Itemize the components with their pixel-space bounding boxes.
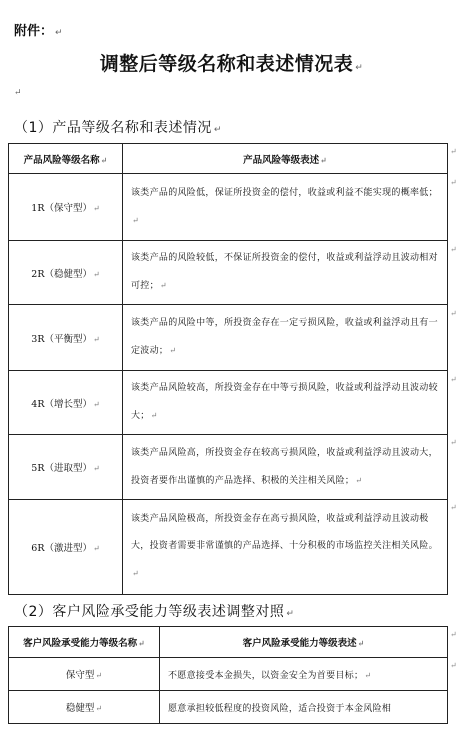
table-row	[9, 658, 448, 691]
tolerance-description-cell: 不愿意接受本金损失，以资金安全为首要目标；↵	[160, 658, 448, 691]
row-end-mark: ↵	[450, 309, 457, 318]
tolerance-description-cell: 愿意承担较低程度的投资风险，适合投资于本金风险相	[160, 691, 448, 724]
table-row	[9, 371, 448, 435]
level-description-cell: 该类产品风险较高，所投资金存在中等亏损风险，收益或利益浮动且波动较大；↵	[123, 371, 448, 435]
table-row	[9, 691, 448, 724]
row-end-mark: ↵	[450, 438, 457, 447]
empty-paragraph-mark: ↵	[14, 88, 22, 98]
paragraph-mark: ↵	[286, 609, 295, 619]
section-1-heading: （1）产品等级名称和表述情况 ↵	[14, 120, 222, 136]
paragraph-mark: ↵	[55, 28, 63, 38]
section-2-heading: （2）客户风险承受能力等级表述调整对照 ↵	[14, 604, 295, 620]
header-tolerance-description: 客户风险承受能力等级表述↵	[160, 627, 448, 658]
level-name-cell: 5R（进取型）↵	[9, 435, 123, 500]
row-end-mark: ↵	[450, 661, 457, 670]
product-risk-level-table	[8, 143, 448, 595]
level-name-cell: 3R（平衡型）↵	[9, 305, 123, 371]
level-description-cell: 该类产品的风险较低，不保证所投资金的偿付，收益或利益浮动且波动相对可控；↵	[123, 241, 448, 305]
row-end-mark: ↵	[450, 245, 457, 254]
row-end-mark: ↵	[450, 375, 457, 384]
table-row	[9, 241, 448, 305]
header-level-description: 产品风险等级表述↵	[123, 144, 448, 174]
table-header-row	[9, 627, 448, 658]
header-tolerance-name: 客户风险承受能力等级名称↵	[9, 627, 160, 658]
table-row	[9, 435, 448, 500]
header-level-name: 产品风险等级名称↵	[9, 144, 123, 174]
table-header-row	[9, 144, 448, 174]
level-name-cell: 2R（稳健型）↵	[9, 241, 123, 305]
table-row	[9, 500, 448, 595]
level-name-cell: 6R（激进型）↵	[9, 500, 123, 595]
level-description-cell: 该类产品风险高，所投资金存在较高亏损风险，收益或利益浮动且波动大，投资者要作出谨慎的产品选择、积极的关注相关风险；↵	[123, 435, 448, 500]
level-description-cell: 该类产品的风险低，保证所投资金的偿付，收益或利益不能实现的概率低；↵	[123, 174, 448, 241]
tolerance-name-cell: 稳健型↵	[9, 691, 160, 724]
row-end-mark: ↵	[450, 630, 457, 639]
table-row	[9, 305, 448, 371]
level-description-cell: 该类产品的风险中等，所投资金存在一定亏损风险，收益或利益浮动且有一定波动；↵	[123, 305, 448, 371]
attachment-label: 附件： ↵	[14, 24, 63, 39]
tolerance-name-cell: 保守型↵	[9, 658, 160, 691]
level-description-cell: 该类产品风险极高，所投资金存在高亏损风险，收益或利益浮动且波动极大，投资者需要非常谨慎的产品选择、十分积极的市场监控关注相关风险。↵	[123, 500, 448, 595]
row-end-mark: ↵	[450, 178, 457, 187]
customer-risk-tolerance-table	[8, 626, 448, 724]
paragraph-mark: ↵	[355, 63, 364, 73]
level-name-cell: 4R（增长型）↵	[9, 371, 123, 435]
paragraph-mark: ↵	[213, 125, 222, 135]
document-title: 调整后等级名称和表述情况表 ↵	[99, 53, 364, 75]
row-end-mark: ↵	[450, 147, 457, 156]
row-end-mark: ↵	[450, 503, 457, 512]
table-row	[9, 174, 448, 241]
level-name-cell: 1R（保守型）↵	[9, 174, 123, 241]
